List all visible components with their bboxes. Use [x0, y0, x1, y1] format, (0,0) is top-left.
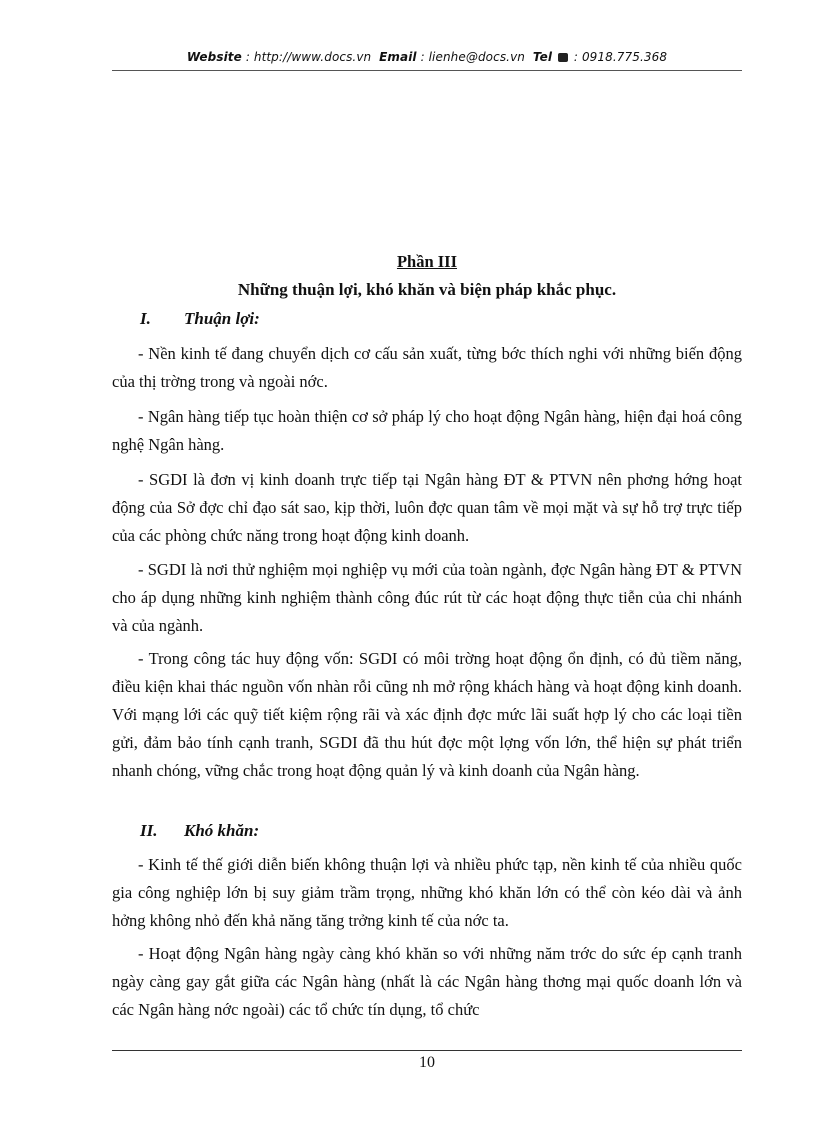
phone-icon	[558, 53, 568, 62]
part-title: Phần III	[396, 252, 458, 271]
page-header	[112, 50, 742, 64]
tel-value: : 0918.775.368	[573, 50, 668, 64]
paragraph: - Nền kinh tế đang chuyển dịch cơ cấu sản xuất, từng bớc thích nghi với những biến động của thị trờng trong và ngoài nớc.	[112, 344, 742, 391]
section-title: Thuận lợi:	[184, 309, 260, 328]
email-label: Email	[379, 50, 417, 64]
paragraph: - Hoạt động Ngân hàng ngày càng khó khăn so với những năm trớc do sức ép cạnh tranh ngày càng gay gắt giữa các Ngân hàng (nhất là các Ngân hàng thơng mại quốc doanh lớn và các Ngân hàng nớc ngoài) các tổ chức tín dụng, tổ chức	[112, 944, 742, 1019]
section-number: I.	[140, 309, 151, 328]
website-label: Website	[186, 50, 242, 64]
footer-divider	[112, 1050, 742, 1051]
email-value: : lienhe@docs.vn	[420, 50, 525, 64]
section-heading-advantages	[140, 309, 260, 329]
paragraph: - Trong công tác huy động vốn: SGDI có môi trờng hoạt động ổn định, có đủ tiềm năng, điều kiện khai thác nguồn vốn nhàn rỗi cũng nh mở rộng khách hàng và hoạt động kinh doanh. Với mạng lới các quỹ tiết kiệm rộng rãi và xác định đợc mức lãi suất hợp lý cho các loại tiền gửi, đảm bảo tính cạnh tranh, SGDI đã thu hút đợc một lợng vốn lớn, thể hiện sự phát triển nhanh chóng, vững chắc trong hoạt động quản lý và kinh doanh của Ngân hàng.	[112, 649, 742, 780]
section-number: II.	[140, 821, 158, 840]
paragraph: - Ngân hàng tiếp tục hoàn thiện cơ sở pháp lý cho hoạt động Ngân hàng, hiện đại hoá công nghệ Ngân hàng.	[112, 407, 742, 454]
tel-label: Tel	[532, 50, 553, 64]
paragraph: - SGDI là nơi thử nghiệm mọi nghiệp vụ mới của toàn ngành, đợc Ngân hàng ĐT & PTVN cho áp dụng những kinh nghiệm thành công đúc rút từ các hoạt động thực tiễn của chi nhánh và của ngành.	[112, 560, 742, 635]
header-divider	[112, 70, 742, 71]
paragraph: - SGDI là đơn vị kinh doanh trực tiếp tại Ngân hàng ĐT & PTVN nên phơng hớng hoạt động của Sở đợc chỉ đạo sát sao, kịp thời, luôn đợc quan tâm về mọi mặt và sự hỗ trợ trực tiếp của các phòng chức năng trong hoạt động kinh doanh.	[112, 470, 742, 545]
section-heading-difficulties	[140, 821, 259, 841]
paragraph: - Kinh tế thế giới diễn biến không thuận lợi và nhiều phức tạp, nền kinh tế của nhiều quốc gia công nghiệp lớn bị suy giảm trầm trọng, những khó khăn lớn có thể còn kéo dài và ảnh hởng không nhỏ đến khả năng tăng trởng kinh tế của nớc ta.	[112, 855, 742, 930]
section-title: Khó khăn:	[184, 821, 260, 840]
website-value: : http://www.docs.vn	[245, 50, 372, 64]
page-number: 10	[419, 1054, 435, 1071]
document-title: Những thuận lợi, khó khăn và biện pháp khắc phục.	[237, 280, 617, 299]
